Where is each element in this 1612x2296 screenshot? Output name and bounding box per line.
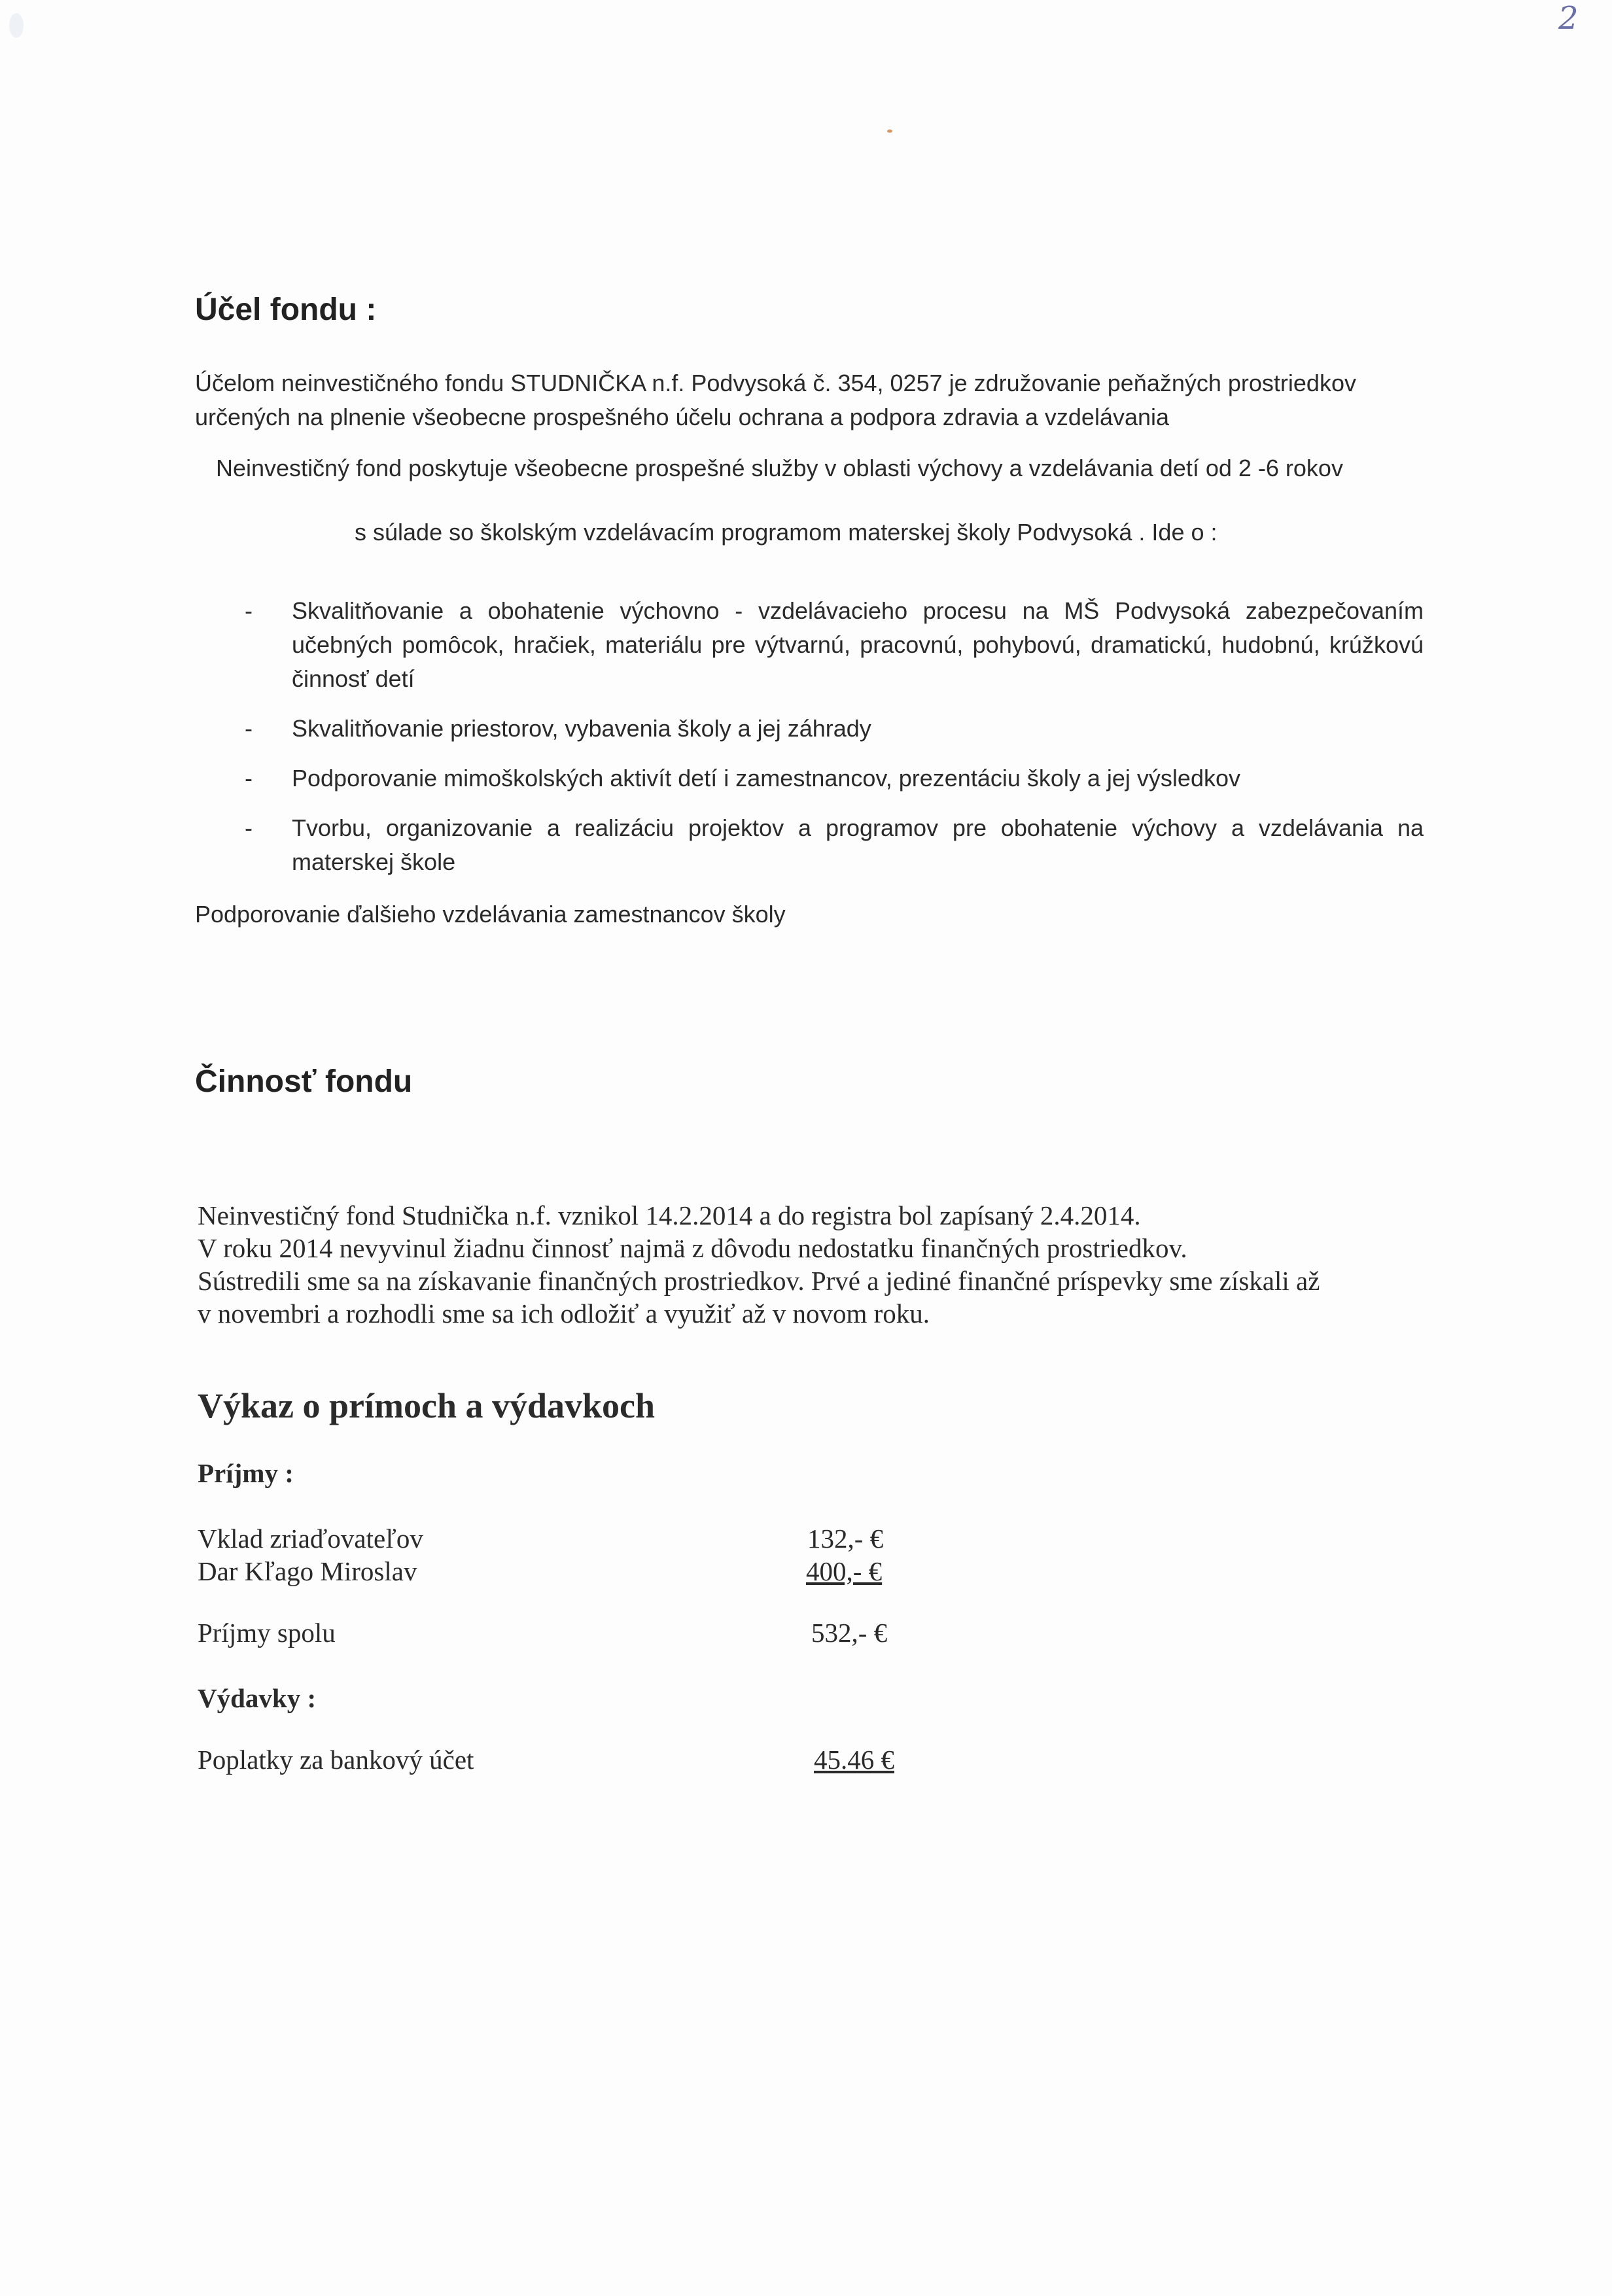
purpose-line-4: s súlade so školským vzdelávacím programom materskej školy Podvysoká . Ide o : bbox=[355, 519, 1218, 546]
expense-item-amount: 45.46 € bbox=[814, 1745, 894, 1775]
bullet-dash: - bbox=[245, 597, 253, 624]
purpose-closing: Podporovanie ďalšieho vzdelávania zamestnancov školy bbox=[195, 901, 786, 928]
expense-heading: Výdavky : bbox=[198, 1683, 317, 1713]
income-item-label: Dar Kľago Miroslav bbox=[198, 1556, 417, 1586]
purpose-line-3: Neinvestičný fond poskytuje všeobecne prospešné služby v oblasti výchovy a vzdelávania detí od 2 -6 rokov bbox=[216, 455, 1343, 481]
list-item-text: Podporovanie mimoškolských aktivít detí i zamestnancov, prezentáciu školy a jej výsledkov bbox=[292, 765, 1240, 791]
activity-line-4: v novembri a rozhodli sme sa ich odložiť a využiť až v novom roku. bbox=[198, 1298, 930, 1329]
scan-speck bbox=[9, 13, 24, 38]
list-item-text: Tvorbu, organizovanie a realizáciu projektov a programov pre obohatenie výchovy a vzdelávania na materskej škole bbox=[292, 814, 1424, 875]
list-item-text: Skvalitňovanie priestorov, vybavenia školy a jej záhrady bbox=[292, 715, 871, 742]
section-heading-purpose: Účel fondu : bbox=[195, 292, 377, 327]
income-total-label: Príjmy spolu bbox=[198, 1618, 336, 1648]
bullet-dash: - bbox=[245, 765, 253, 791]
activity-line-3: Sústredili sme sa na získavanie finančných prostriedkov. Prvé a jediné finančné príspevky sme získali až bbox=[198, 1266, 1320, 1296]
bullet-dash: - bbox=[245, 814, 253, 841]
list-item-text: Skvalitňovanie a obohatenie výchovno - vzdelávacieho procesu na MŠ Podvysoká zabezpečovaním učebných pomôcok, hračiek, materiálu pre výtvarnú, pracovnú, pohybovú, dramatickú, hudobnú, krúžkovú činnosť detí bbox=[292, 597, 1424, 692]
expense-item-label: Poplatky za bankový účet bbox=[198, 1745, 474, 1775]
income-item-label: Vklad zriaďovateľov bbox=[198, 1523, 423, 1554]
purpose-line-1: Účelom neinvestičného fondu STUDNIČKA n.f. Podvysoká č. 354, 0257 je združovanie peňažných prostriedkov bbox=[195, 370, 1356, 396]
page-number: 2 bbox=[1558, 0, 1579, 37]
activity-line-2: V roku 2014 nevyvinul žiadnu činnosť najmä z dôvodu nedostatku finančných prostriedkov. bbox=[198, 1233, 1187, 1263]
income-heading: Príjmy : bbox=[198, 1458, 294, 1488]
income-total-amount: 532,- € bbox=[811, 1618, 888, 1648]
report-heading: Výkaz o prímoch a výdavkoch bbox=[198, 1386, 656, 1425]
section-heading-activity: Činnosť fondu bbox=[195, 1064, 413, 1099]
income-item-amount: 400,- € bbox=[806, 1556, 883, 1586]
bullet-dash: - bbox=[245, 715, 253, 742]
scan-speck bbox=[887, 130, 892, 133]
purpose-line-2: určených na plnenie všeobecne prospešného účelu ochrana a podpora zdravia a vzdelávania bbox=[195, 404, 1170, 430]
activity-line-1: Neinvestičný fond Studnička n.f. vznikol 14.2.2014 a do registra bol zapísaný 2.4.2014. bbox=[198, 1200, 1141, 1230]
income-item-amount: 132,- € bbox=[807, 1523, 884, 1554]
